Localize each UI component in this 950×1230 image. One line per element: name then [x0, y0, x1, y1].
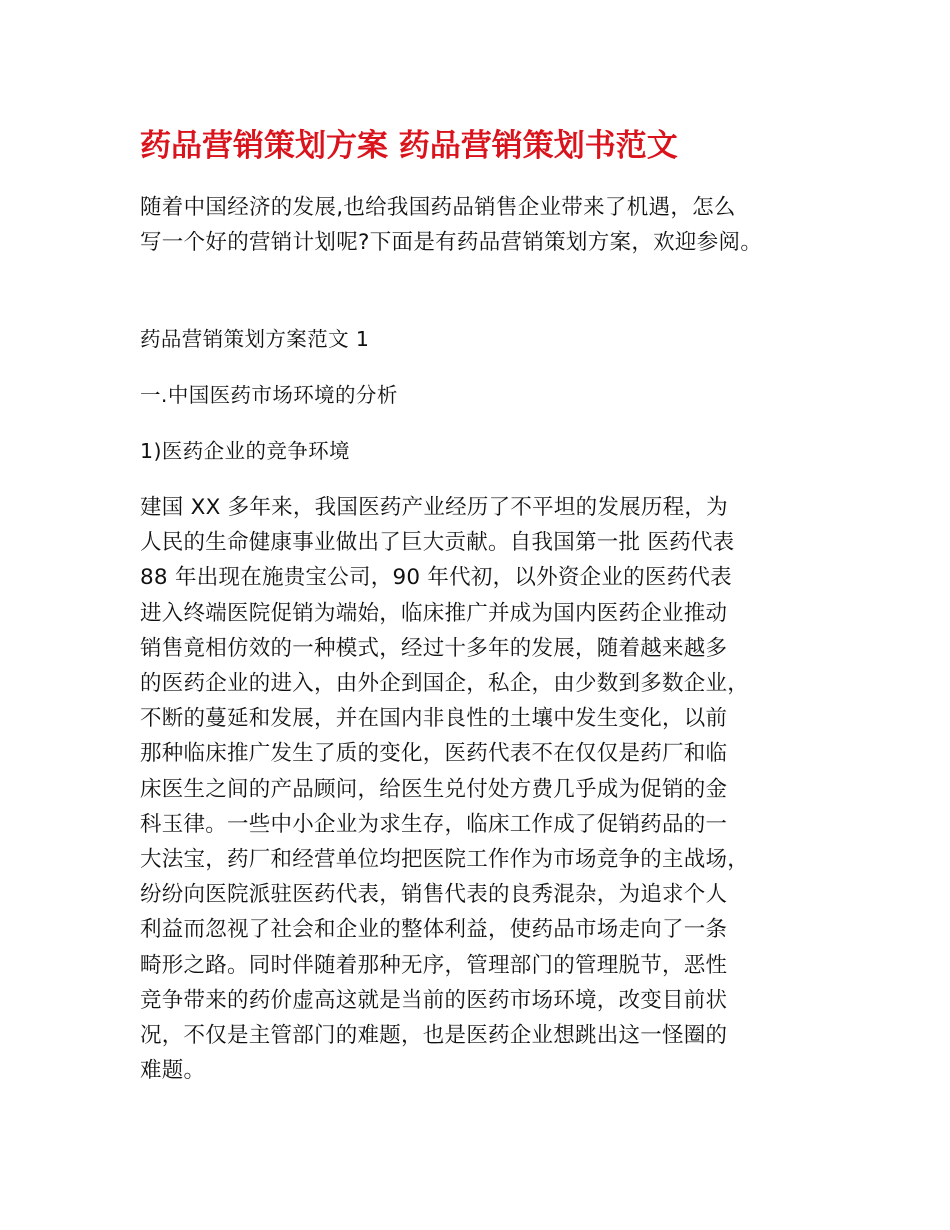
- body-line: 床医生之间的产品顾问，给医生兑付处方费几乎成为促销的金: [140, 776, 728, 802]
- body-line: 进入终端医院促销为端始，临床推广并成为国内医药企业推动: [140, 600, 728, 626]
- intro-paragraph: [140, 190, 830, 260]
- body-line: 畸形之路。同时伴随着那种无序，管理部门的管理脱节，恶性: [140, 952, 728, 978]
- body-line: 那种临床推广发生了质的变化，医药代表不在仅仅是药厂和临: [140, 741, 728, 767]
- document-title: 药品营销策划方案 药品营销策划书范文: [140, 128, 678, 164]
- body-line: 不断的蔓延和发展，并在国内非良性的土壤中发生变化，以前: [140, 706, 728, 732]
- body-line: 大法宝，药厂和经营单位均把医院工作作为市场竞争的主战场，: [140, 847, 750, 873]
- intro-line: 随着中国经济的发展,也给我国药品销售企业带来了机遇，怎么: [140, 195, 736, 220]
- body-line: 88 年出现在施贵宝公司，90 年代初，以外资企业的医药代表: [140, 565, 732, 591]
- heading-competition: 1)医药企业的竞争环境: [140, 439, 350, 463]
- section-title: 药品营销策划方案范文 1: [140, 327, 370, 351]
- body-line: 纷纷向医院派驻医药代表，销售代表的良秀混杂，为追求个人: [140, 882, 728, 908]
- body-line: 况，不仅是主管部门的难题，也是医药企业想跳出这一怪圈的: [140, 1023, 728, 1049]
- body-paragraph: [140, 490, 830, 1088]
- body-line: 销售竟相仿效的一种模式，经过十多年的发展，随着越来越多: [140, 635, 728, 661]
- body-line: 利益而忽视了社会和企业的整体利益，使药品市场走向了一条: [140, 917, 728, 943]
- body-line: 难题。: [140, 1058, 206, 1084]
- body-line: 竞争带来的药价虚高这就是当前的医药市场环境，改变目前状: [140, 987, 728, 1013]
- body-line: 建国 XX 多年来，我国医药产业经历了不平坦的发展历程，为: [140, 495, 728, 520]
- body-line: 人民的生命健康事业做出了巨大贡献。自我国第一批 医药代表: [140, 530, 735, 556]
- body-line: 科玉律。一些中小企业为求生存，临床工作成了促销药品的一: [140, 811, 728, 837]
- body-line: 的医药企业的进入，由外企到国企，私企，由少数到多数企业，: [140, 671, 750, 697]
- heading-market-environment: 一.中国医药市场环境的分析: [140, 383, 398, 407]
- intro-line: 写一个好的营销计划呢?下面是有药品营销策划方案，欢迎参阅。: [140, 230, 763, 255]
